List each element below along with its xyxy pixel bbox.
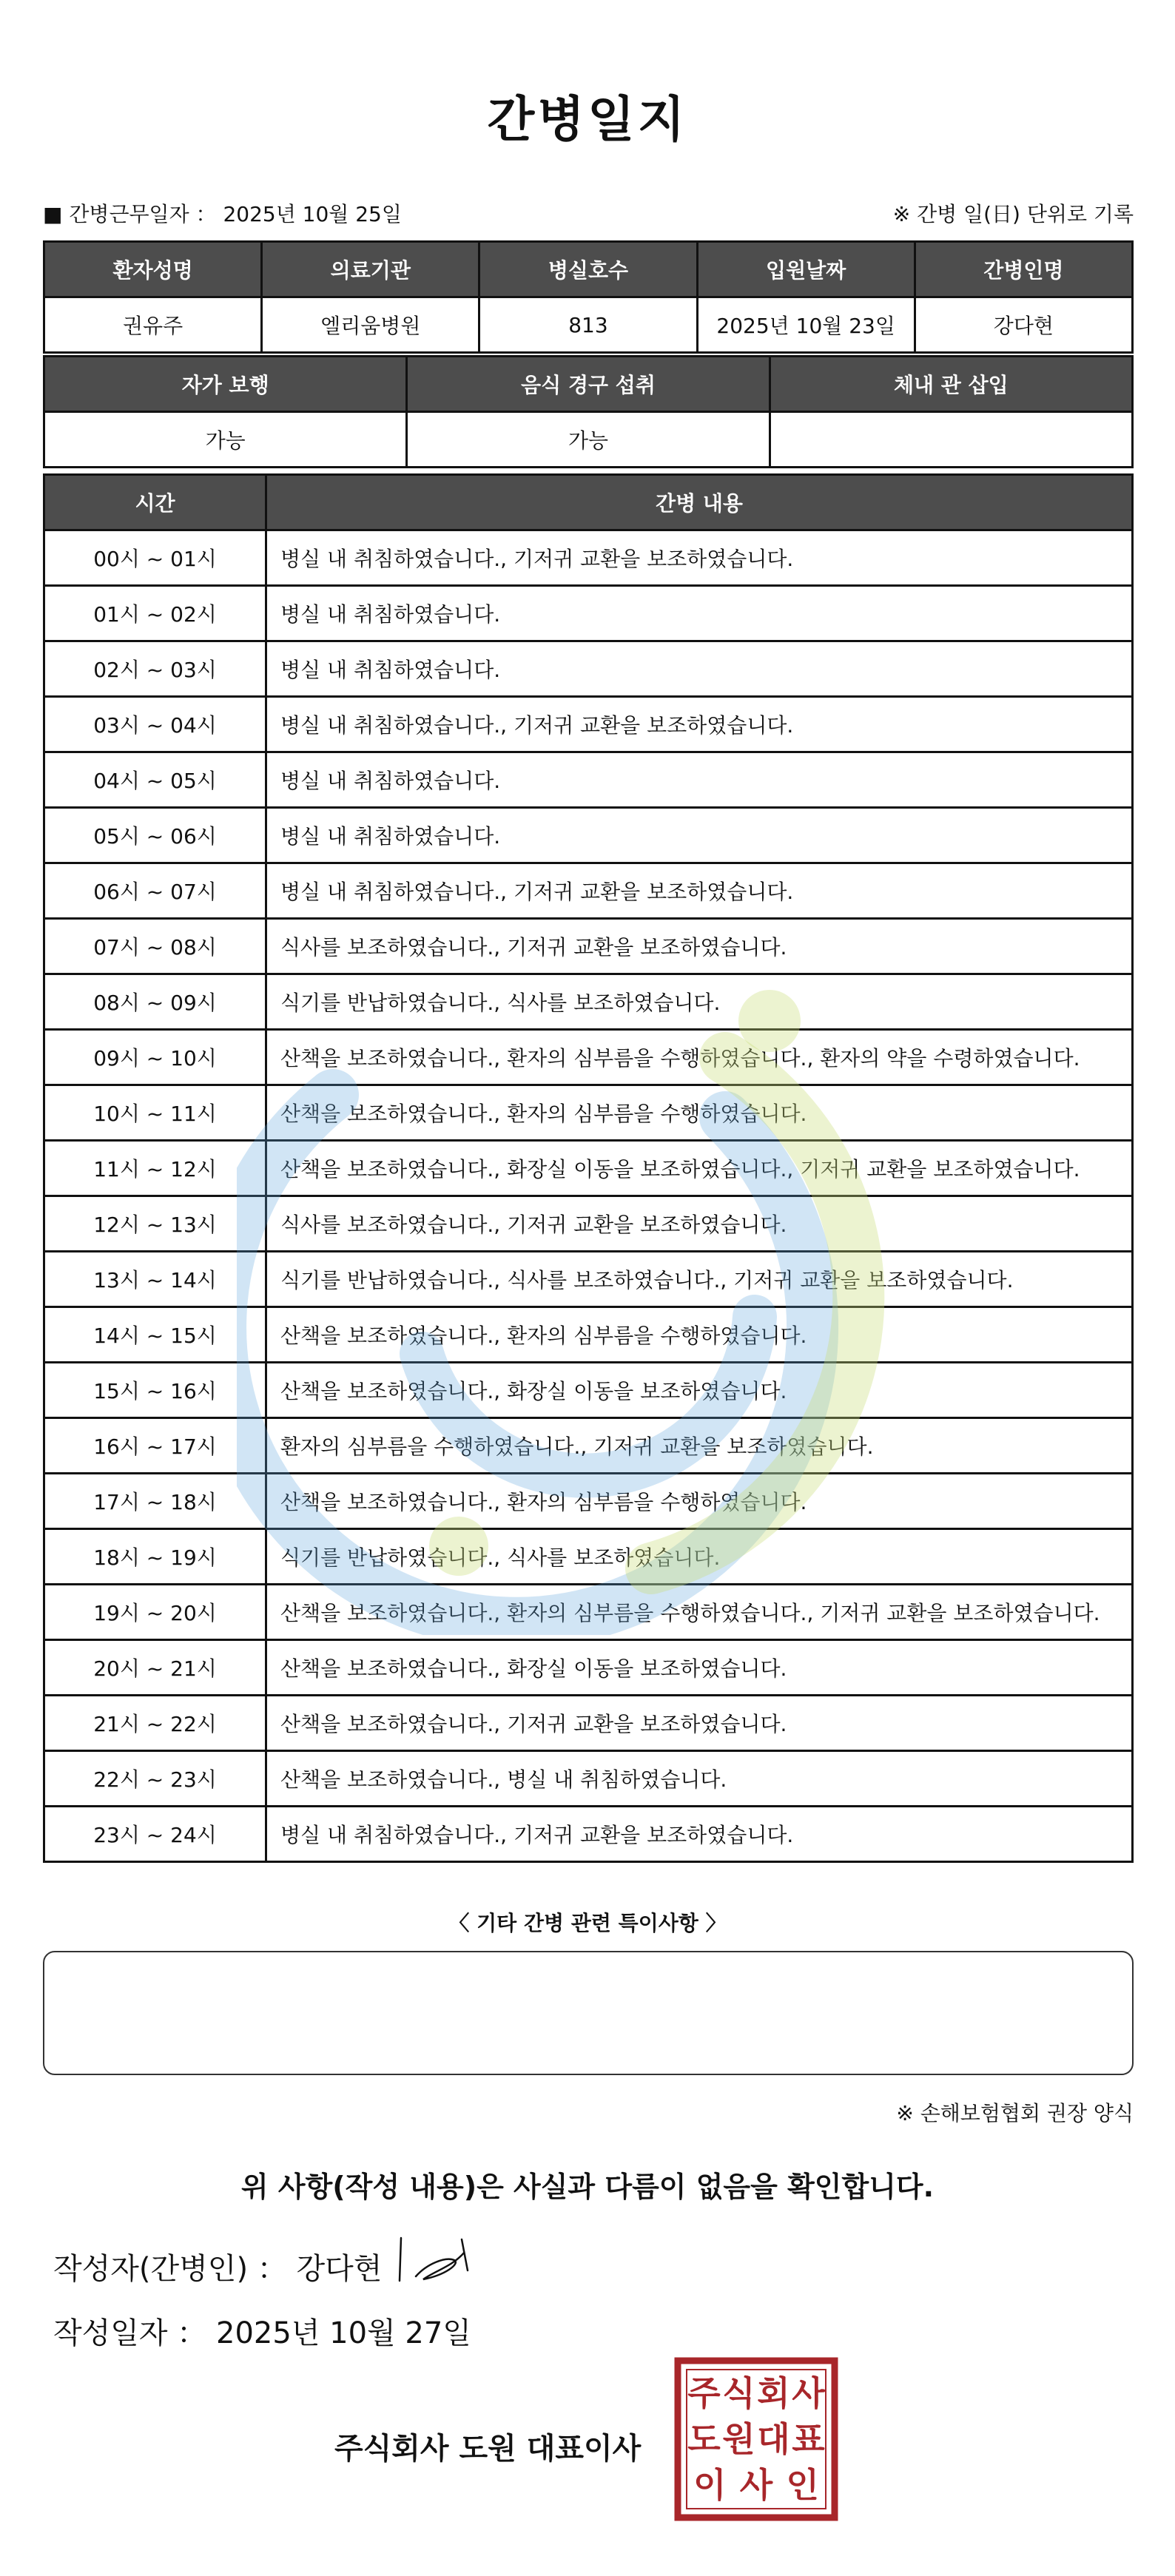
care-log-row — [44, 1141, 1133, 1196]
company-seal-stamp — [673, 2356, 839, 2522]
header-room-number: 병실호수 — [479, 242, 697, 297]
care-log-content: 병실 내 취침하였습니다., 기저귀 교환을 보조하였습니다. — [266, 863, 1133, 919]
care-log-time: 03시 ~ 04시 — [44, 697, 266, 752]
care-log-time: 11시 ~ 12시 — [44, 1141, 266, 1196]
work-date-label: ■ 간병근무일자 ： — [43, 202, 217, 226]
care-log-time: 05시 ~ 06시 — [44, 808, 266, 863]
patient-status-header-row — [44, 357, 1133, 412]
care-log-row — [44, 1252, 1133, 1307]
care-log-row — [44, 586, 1133, 641]
care-log-content: 산책을 보조하였습니다., 화장실 이동을 보조하였습니다. — [266, 1640, 1133, 1696]
care-log-content: 식기를 반납하였습니다., 식사를 보조하였습니다. — [266, 974, 1133, 1030]
care-log-time: 18시 ~ 19시 — [44, 1529, 266, 1585]
care-log-time: 20시 ~ 21시 — [44, 1640, 266, 1696]
header-care-content: 간병 내용 — [266, 475, 1133, 530]
care-log-row — [44, 1696, 1133, 1751]
patient-info-table — [43, 240, 1134, 354]
care-log-time: 17시 ~ 18시 — [44, 1474, 266, 1529]
care-log-row — [44, 1751, 1133, 1807]
care-log-table — [43, 473, 1134, 1863]
seal-character: 사 — [792, 2373, 825, 2413]
care-log-time: 07시 ~ 08시 — [44, 919, 266, 974]
care-log-header-row — [44, 475, 1133, 530]
header-caregiver-name: 간병인명 — [915, 242, 1132, 297]
care-log-row — [44, 919, 1133, 974]
seal-character: 대 — [757, 2419, 790, 2459]
document-title: 간병일지 — [487, 91, 688, 148]
patient-status-table — [43, 355, 1134, 468]
care-log-row — [44, 1474, 1133, 1529]
care-log-row — [44, 530, 1133, 586]
care-log-time: 09시 ~ 10시 — [44, 1030, 266, 1085]
care-log-row — [44, 1196, 1133, 1252]
care-log-content: 병실 내 취침하였습니다., 기저귀 교환을 보조하였습니다. — [266, 530, 1133, 586]
care-log-body — [44, 530, 1133, 1862]
work-date-line — [43, 198, 402, 228]
care-log-content: 산책을 보조하였습니다., 기저귀 교환을 보조하였습니다. — [266, 1696, 1133, 1751]
admission-date: 2025년 10월 23일 — [697, 297, 915, 353]
seal-character: 사 — [739, 2465, 773, 2505]
care-log-row — [44, 1030, 1133, 1085]
care-log-content: 산책을 보조하였습니다., 화장실 이동을 보조하였습니다., 기저귀 교환을 보조하였습니다. — [266, 1141, 1133, 1196]
care-log-time: 22시 ~ 23시 — [44, 1751, 266, 1807]
care-log-content: 산책을 보조하였습니다., 병실 내 취침하였습니다. — [266, 1751, 1133, 1807]
special-notes-box — [43, 1951, 1134, 2075]
header-admission-date: 입원날짜 — [697, 242, 915, 297]
care-log-content: 식사를 보조하였습니다., 기저귀 교환을 보조하였습니다. — [266, 919, 1133, 974]
header-time: 시간 — [44, 475, 266, 530]
care-log-time: 19시 ~ 20시 — [44, 1585, 266, 1640]
care-log-content: 산책을 보조하였습니다., 환자의 심부름을 수행하였습니다. — [266, 1307, 1133, 1363]
special-notes-title: 〈 기타 간병 관련 특이사항 〉 — [448, 1911, 727, 1935]
care-log-content: 병실 내 취침하였습니다. — [266, 808, 1133, 863]
care-log-row — [44, 641, 1133, 697]
care-log-content: 산책을 보조하였습니다., 환자의 심부름을 수행하였습니다. — [266, 1474, 1133, 1529]
care-log-row — [44, 974, 1133, 1030]
seal-character: 인 — [786, 2465, 819, 2505]
care-log-row — [44, 752, 1133, 808]
care-log-time: 16시 ~ 17시 — [44, 1418, 266, 1474]
care-log-time: 06시 ~ 07시 — [44, 863, 266, 919]
handwritten-signature — [394, 2231, 482, 2290]
care-log-row — [44, 1640, 1133, 1696]
writer-label: 작성자(간병인) ： — [53, 2252, 287, 2286]
care-log-time: 13시 ~ 14시 — [44, 1252, 266, 1307]
care-log-time: 15시 ~ 16시 — [44, 1363, 266, 1418]
seal-character: 표 — [792, 2419, 825, 2459]
seal-character: 이 — [693, 2465, 727, 2505]
care-log-row — [44, 1807, 1133, 1862]
header-self-walking: 자가 보행 — [44, 357, 407, 412]
care-log-content: 병실 내 취침하였습니다. — [266, 752, 1133, 808]
writer-line — [53, 2245, 382, 2287]
care-log-content: 병실 내 취침하였습니다. — [266, 586, 1133, 641]
care-log-content: 환자의 심부름을 수행하였습니다., 기저귀 교환을 보조하였습니다. — [266, 1418, 1133, 1474]
caregiver-name: 강다현 — [915, 297, 1132, 353]
patient-status-value-row — [44, 412, 1133, 468]
care-log-content: 식기를 반납하였습니다., 식사를 보조하였습니다., 기저귀 교환을 보조하였습니다. — [266, 1252, 1133, 1307]
seal-character: 주 — [687, 2373, 721, 2413]
patient-info-header-row — [44, 242, 1133, 297]
care-log-time: 01시 ~ 02시 — [44, 586, 266, 641]
care-log-row — [44, 1307, 1133, 1363]
care-log-time: 00시 ~ 01시 — [44, 530, 266, 586]
unit-note: ※ 간병 일(日) 단위로 기록 — [892, 202, 1134, 226]
care-log-row — [44, 863, 1133, 919]
written-date-line — [53, 2310, 471, 2352]
care-log-time: 10시 ~ 11시 — [44, 1085, 266, 1141]
care-log-content: 식기를 반납하였습니다., 식사를 보조하였습니다. — [266, 1529, 1133, 1585]
company-representative: 주식회사 도원 대표이사 — [334, 2432, 642, 2466]
care-log-time: 14시 ~ 15시 — [44, 1307, 266, 1363]
care-log-content: 병실 내 취침하였습니다., 기저귀 교환을 보조하였습니다. — [266, 697, 1133, 752]
care-log-row — [44, 808, 1133, 863]
patient-info-value-row — [44, 297, 1133, 353]
care-log-row — [44, 1585, 1133, 1640]
care-log-content: 병실 내 취침하였습니다. — [266, 641, 1133, 697]
care-log-time: 12시 ~ 13시 — [44, 1196, 266, 1252]
writer-name: 강다현 — [296, 2252, 383, 2286]
oral-intake-value: 가능 — [407, 412, 770, 468]
care-log-row — [44, 1363, 1133, 1418]
care-log-time: 02시 ~ 03시 — [44, 641, 266, 697]
header-hospital: 의료기관 — [262, 242, 479, 297]
written-date-label: 작성일자 ： — [53, 2316, 207, 2350]
seal-character: 원 — [722, 2419, 755, 2459]
header-oral-intake: 음식 경구 섭취 — [407, 357, 770, 412]
care-log-content: 산책을 보조하였습니다., 화장실 이동을 보조하였습니다. — [266, 1363, 1133, 1418]
care-log-time: 04시 ~ 05시 — [44, 752, 266, 808]
recommend-note: ※ 손해보험협회 권장 양식 — [896, 2101, 1134, 2125]
tube-insertion-value — [770, 412, 1132, 468]
work-date-value: 2025년 10월 25일 — [223, 202, 402, 226]
header-tube-insertion: 체내 관 삽입 — [770, 357, 1132, 412]
care-log-row — [44, 1085, 1133, 1141]
room-number: 813 — [479, 297, 697, 353]
patient-name: 권유주 — [44, 297, 262, 353]
care-log-content: 산책을 보조하였습니다., 환자의 심부름을 수행하였습니다. — [266, 1085, 1133, 1141]
seal-character: 도 — [687, 2419, 721, 2459]
care-log-time: 08시 ~ 09시 — [44, 974, 266, 1030]
care-log-content: 식사를 보조하였습니다., 기저귀 교환을 보조하였습니다. — [266, 1196, 1133, 1252]
care-log-content: 산책을 보조하였습니다., 환자의 심부름을 수행하였습니다., 기저귀 교환을 보조하였습니다. — [266, 1585, 1133, 1640]
care-log-time: 21시 ~ 22시 — [44, 1696, 266, 1751]
care-log-row — [44, 1529, 1133, 1585]
header-patient-name: 환자성명 — [44, 242, 262, 297]
care-log-row — [44, 697, 1133, 752]
care-log-row — [44, 1418, 1133, 1474]
care-log-time: 23시 ~ 24시 — [44, 1807, 266, 1862]
seal-character: 회 — [757, 2373, 790, 2413]
care-log-content: 산책을 보조하였습니다., 환자의 심부름을 수행하였습니다., 환자의 약을 수령하였습니다. — [266, 1030, 1133, 1085]
written-date-value: 2025년 10월 27일 — [216, 2316, 471, 2350]
seal-character: 식 — [722, 2373, 755, 2413]
self-walking-value: 가능 — [44, 412, 407, 468]
confirmation-statement: 위 사항(작성 내용)은 사실과 다름이 없음을 확인합니다. — [240, 2171, 935, 2203]
hospital-name: 엘리움병원 — [262, 297, 479, 353]
care-log-content: 병실 내 취침하였습니다., 기저귀 교환을 보조하였습니다. — [266, 1807, 1133, 1862]
